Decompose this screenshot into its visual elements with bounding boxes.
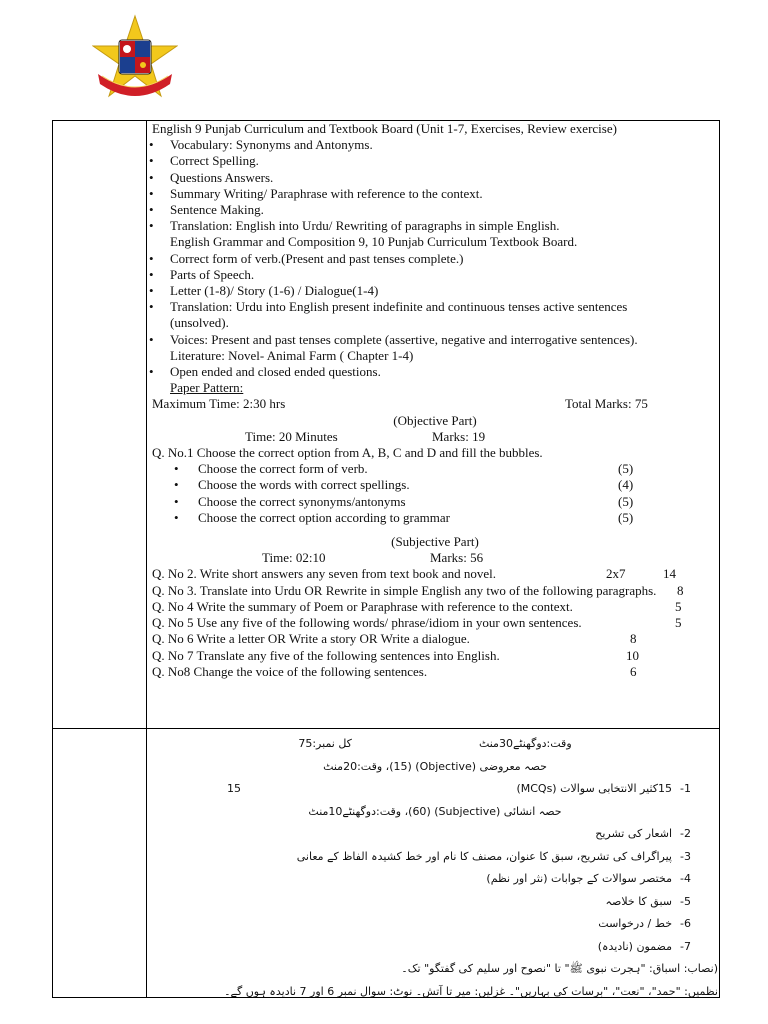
q1-item-marks: (5) xyxy=(618,461,634,477)
bullet-vocabulary: • Vocabulary: Synonyms and Antonyms. xyxy=(152,137,718,153)
subjective-part-heading: (Subjective Part) xyxy=(391,534,479,550)
urdu-objective-label: حصہ معروضی (Objective) xyxy=(415,759,547,773)
bullet-letter-story: • Letter (1-8)/ Story (1-6) / Dialogue(1-4) xyxy=(152,283,718,299)
paper-pattern-heading: Paper Pattern: xyxy=(170,380,244,396)
urdu-item xyxy=(152,823,718,846)
q1-item-text: Choose the correct form of verb. xyxy=(198,461,368,477)
q8-text: Q. No8 Change the voice of the following sentences. xyxy=(152,663,428,679)
q1-list xyxy=(152,461,718,526)
english-cell xyxy=(152,121,718,680)
urdu-items-list xyxy=(152,823,718,958)
q3-row xyxy=(152,583,718,599)
q1-item xyxy=(152,477,718,493)
urdu-item-text: سبق کا خلاصہ xyxy=(605,894,672,908)
urdu-item xyxy=(152,868,718,891)
bullet-questions: • Questions Answers. xyxy=(152,170,718,186)
urdu-item xyxy=(152,936,718,959)
urdu-subjective-marks: (60) xyxy=(408,804,431,818)
urdu-item xyxy=(152,891,718,914)
q5-text: Q. No 5 Use any five of the following words/ phrase/idiom in your own sentences. xyxy=(152,615,582,631)
grammar-book-line: English Grammar and Composition 9, 10 Punjab Curriculum Textbook Board. xyxy=(170,234,578,250)
urdu-objective-row: حصہ معروضی (Objective) (15)، وقت:20منٹ xyxy=(323,759,547,773)
objective-time-row xyxy=(152,429,718,445)
urdu-header-marks: کل نمبر:75 xyxy=(298,737,352,750)
english-heading: English 9 Punjab Curriculum and Textbook Board (Unit 1-7, Exercises, Review exercise) xyxy=(152,121,617,136)
urdu-item-1-number: -1 xyxy=(680,782,691,795)
bullet-voices: • Voices: Present and past tenses complete (assertive, negative and interrogative sentences). xyxy=(152,332,718,348)
urdu-item-1 xyxy=(152,778,718,801)
q6-marks: 8 xyxy=(630,631,637,647)
q2-text: Q. No 2. Write short answers any seven from text book and novel. xyxy=(152,566,497,582)
bullet-parts-of-speech: • Parts of Speech. xyxy=(152,267,718,283)
subjective-marks: Marks: 56 xyxy=(430,550,484,566)
bullet-verb-form: • Correct form of verb.(Present and past tenses complete.) xyxy=(152,251,718,267)
q5-row xyxy=(152,615,718,631)
q1-item xyxy=(152,494,718,510)
q6-text: Q. No 6 Write a letter OR Write a story OR Write a dialogue. xyxy=(152,631,470,647)
q8-row xyxy=(152,664,718,680)
max-time: Maximum Time: 2:30 hrs xyxy=(152,396,286,412)
urdu-header-row xyxy=(152,733,718,756)
bullet-sentence-making: • Sentence Making. xyxy=(152,202,718,218)
q7-marks: 10 xyxy=(626,647,639,663)
urdu-item-text: اشعار کی تشریح xyxy=(595,827,672,840)
urdu-cell xyxy=(152,733,718,1003)
objective-part-heading: (Objective Part) xyxy=(393,412,477,428)
bullet-open-closed: • Open ended and closed ended questions. xyxy=(152,364,718,380)
urdu-item-number: -6 xyxy=(680,917,691,930)
school-crest-logo-icon xyxy=(92,14,178,104)
urdu-item-text: خط / درخواست xyxy=(598,917,672,930)
urdu-item-number: -7 xyxy=(680,939,691,953)
q1-item-text: Choose the words with correct spellings. xyxy=(198,477,410,493)
bullet-translation-eng-urdu: • Translation: English into Urdu/ Rewriting of paragraphs in simple English. xyxy=(152,218,718,234)
urdu-item-number: -2 xyxy=(680,827,691,840)
urdu-item-text: مختصر سوالات کے جوابات (نثر اور نظم) xyxy=(486,872,672,885)
subjective-time-row xyxy=(152,550,718,566)
urdu-item xyxy=(152,846,718,869)
q2-scheme: 2x7 xyxy=(606,566,626,582)
urdu-item-text: مضمون (نادیدہ) xyxy=(597,939,672,953)
urdu-objective-marks: (15) xyxy=(389,759,412,773)
bullet-summary: • Summary Writing/ Paraphrase with reference to the context. xyxy=(152,186,718,202)
urdu-item-number: -5 xyxy=(680,894,691,908)
q5-marks: 5 xyxy=(675,615,682,631)
q1-item-text: Choose the correct option according to grammar xyxy=(198,509,450,525)
urdu-item-number: -3 xyxy=(680,849,691,863)
q3-text: Q. No 3. Translate into Urdu OR Rewrite in simple English any two of the following paragraphs. xyxy=(152,582,657,598)
q7-text: Q. No 7 Translate any five of the following sentences into English. xyxy=(152,647,500,663)
urdu-item-1-text: 15کثیر الانتخابی سوالات (MCQs) xyxy=(516,782,672,795)
urdu-item xyxy=(152,913,718,936)
q7-row xyxy=(152,648,718,664)
subjective-time: Time: 02:10 xyxy=(262,550,326,566)
q2-row xyxy=(152,566,718,582)
q1-item xyxy=(152,510,718,526)
objective-marks: Marks: 19 xyxy=(432,428,486,444)
bullet-translation-urdu-eng: • Translation: Urdu into English present indefinite and continuous tenses active sentences xyxy=(152,299,718,315)
column-divider xyxy=(146,121,147,997)
unsolved-line: (unsolved). xyxy=(170,315,229,331)
urdu-subjective-time: وقت:دوگھنٹے10منٹ xyxy=(308,804,402,818)
q3-marks: 8 xyxy=(677,582,684,598)
bullet-spelling: • Correct Spelling. xyxy=(152,153,718,169)
urdu-objective-time: وقت:20منٹ xyxy=(323,759,383,773)
objective-time: Time: 20 Minutes xyxy=(245,428,338,444)
urdu-subjective-row: حصہ انشائی (Subjective) (60)، وقت:دوگھنٹے10منٹ xyxy=(308,804,562,818)
q1-item-marks: (5) xyxy=(618,493,634,509)
q4-text: Q. No 4 Write the summary of Poem or Paraphrase with reference to the context. xyxy=(152,598,573,614)
urdu-header-time: وقت:دوگھنٹے30منٹ xyxy=(478,737,572,750)
q4-marks: 5 xyxy=(675,598,682,614)
urdu-item-number: -4 xyxy=(680,872,691,885)
q1-item-marks: (4) xyxy=(618,477,634,493)
q1-text: Q. No.1 Choose the correct option from A, B, C and D and fill the bubbles. xyxy=(152,445,543,461)
q6-row xyxy=(152,631,718,647)
q1-item-marks: (5) xyxy=(618,509,634,525)
q2-marks: 14 xyxy=(663,566,676,582)
row-divider xyxy=(53,728,719,729)
urdu-subjective-label: حصہ انشائی (Subjective) xyxy=(434,804,562,818)
q4-row xyxy=(152,599,718,615)
syllabus-table xyxy=(52,120,720,998)
urdu-syllabus-line: (نصاب: اسباق: "ہجرت نبوی ﷺ" تا "نصوح اور سلیم کی گفتگو" تک۔ xyxy=(401,962,718,975)
urdu-item-1-marks: 15 xyxy=(227,782,241,795)
q8-marks: 6 xyxy=(630,663,637,679)
q1-item xyxy=(152,461,718,477)
urdu-poems-line: نظمیں: "حمد"، "نعت"، "برسات کی بہاریں"۔ غزلیں: میر تا آتش۔ نوٹ: سوال نمبر 6 اور 7 نادیدہ ہوں گے۔ xyxy=(224,984,718,998)
q1-item-text: Choose the correct synonyms/antonyms xyxy=(198,493,406,509)
time-marks-row xyxy=(152,396,718,412)
total-marks: Total Marks: 75 xyxy=(565,396,648,412)
literature-line: Literature: Novel- Animal Farm ( Chapter 1-4) xyxy=(170,347,414,363)
urdu-item-text: پیراگراف کی تشریح، سبق کا عنوان، مصنف کا نام اور خط کشیدہ الفاظ کے معانی xyxy=(296,849,672,863)
